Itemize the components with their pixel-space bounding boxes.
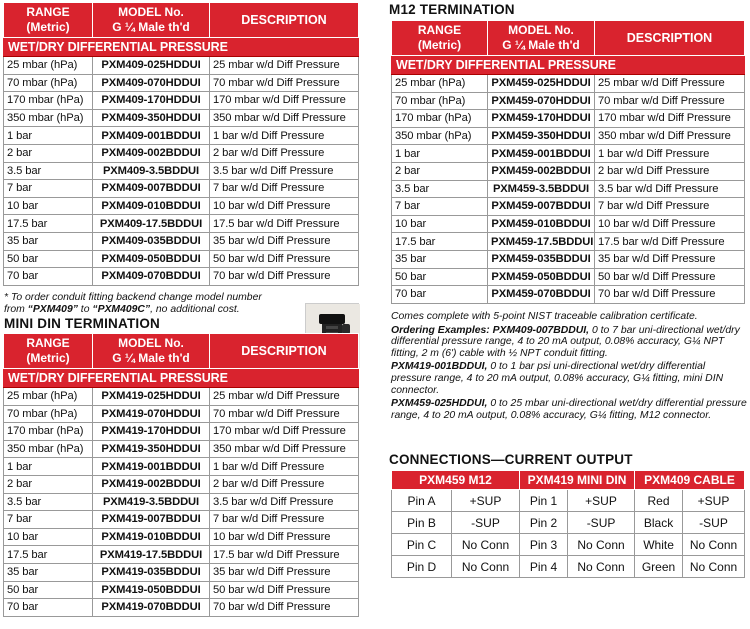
description-cell: 70 mbar w/d Diff Pressure xyxy=(210,74,359,92)
model-header-line1: MODEL No. xyxy=(118,336,184,350)
range-header-line2: (Metric) xyxy=(26,351,70,365)
table-row xyxy=(4,57,359,75)
table-row xyxy=(4,405,359,423)
description-cell: 70 mbar w/d Diff Pressure xyxy=(210,405,359,423)
model-header-line1: MODEL No. xyxy=(508,23,574,37)
description-cell: 10 bar w/d Diff Pressure xyxy=(210,197,359,215)
range-cell: 25 mbar (hPa) xyxy=(4,388,93,406)
description-cell: 170 mbar w/d Diff Pressure xyxy=(210,423,359,441)
model-cell: PXM409-350HDDUI xyxy=(93,109,210,127)
pin-cell: Pin 1 xyxy=(520,490,568,512)
range-cell: 70 mbar (hPa) xyxy=(4,74,93,92)
model-cell: PXM409-002BDDUI xyxy=(93,144,210,162)
model-cell: PXM419-035BDDUI xyxy=(93,563,210,581)
subheader-row xyxy=(4,38,359,57)
description-cell: 50 bar w/d Diff Pressure xyxy=(210,250,359,268)
nist-note: Comes complete with 5-point NIST traceable calibration certificate. xyxy=(391,311,698,322)
table-row xyxy=(4,563,359,581)
subheader-row xyxy=(392,56,745,75)
description-cell: 17.5 bar w/d Diff Pressure xyxy=(210,215,359,233)
model-header-line2: G ¼ Male th'd xyxy=(112,351,190,365)
description-cell: 7 bar w/d Diff Pressure xyxy=(210,511,359,529)
model-cell: PXM419-050BDDUI xyxy=(93,581,210,599)
description-cell: 3.5 bar w/d Diff Pressure xyxy=(210,162,359,180)
conduit-footnote: * To order conduit fitting backend change model number from “PXM409” to “PXM409C”, no additional cost. xyxy=(4,292,262,315)
description-cell: 35 bar w/d Diff Pressure xyxy=(595,250,745,268)
table-row xyxy=(392,162,745,180)
description-cell: 2 bar w/d Diff Pressure xyxy=(210,475,359,493)
table-row xyxy=(4,599,359,617)
header-row xyxy=(392,21,745,56)
model-cell: PXM419-170HDDUI xyxy=(93,423,210,441)
header-row xyxy=(4,3,359,38)
range-cell: 170 mbar (hPa) xyxy=(392,110,488,128)
description-cell: 35 bar w/d Diff Pressure xyxy=(210,232,359,250)
table-row xyxy=(4,493,359,511)
model-cell: PXM409-001BDDUI xyxy=(93,127,210,145)
range-cell: 17.5 bar xyxy=(392,233,488,251)
pin-cell: Red xyxy=(635,490,683,512)
table-row xyxy=(392,110,745,128)
signal-cell: -SUP xyxy=(568,512,635,534)
pxm409-table-section xyxy=(3,2,359,286)
table-row xyxy=(392,215,745,233)
table-row xyxy=(4,546,359,564)
range-cell: 10 bar xyxy=(4,528,93,546)
description-cell: 10 bar w/d Diff Pressure xyxy=(210,528,359,546)
model-header-line2: G ¼ Male th'd xyxy=(112,20,190,34)
range-header-line1: RANGE xyxy=(26,5,70,19)
description-cell: 1 bar w/d Diff Pressure xyxy=(210,127,359,145)
range-cell: 10 bar xyxy=(4,197,93,215)
range-cell: 70 bar xyxy=(392,286,488,304)
model-cell: PXM459-350HDDUI xyxy=(488,127,595,145)
model-cell: PXM409-010BDDUI xyxy=(93,197,210,215)
description-cell: 17.5 bar w/d Diff Pressure xyxy=(210,546,359,564)
range-cell: 350 mbar (hPa) xyxy=(4,440,93,458)
table-row xyxy=(4,74,359,92)
pxm459-table-section xyxy=(391,20,745,304)
range-header xyxy=(392,21,488,56)
table-row xyxy=(4,162,359,180)
model-cell: PXM409-035BDDUI xyxy=(93,232,210,250)
table-row xyxy=(4,511,359,529)
range-cell: 170 mbar (hPa) xyxy=(4,423,93,441)
table-row xyxy=(4,458,359,476)
subheader-label: WET/DRY DIFFERENTIAL PRESSURE xyxy=(4,38,359,57)
model-cell: PXM459-001BDDUI xyxy=(488,145,595,163)
mini-din-title: MINI DIN TERMINATION xyxy=(4,316,160,331)
range-cell: 2 bar xyxy=(392,162,488,180)
signal-cell: No Conn xyxy=(568,556,635,578)
range-cell: 350 mbar (hPa) xyxy=(4,109,93,127)
description-cell: 350 mbar w/d Diff Pressure xyxy=(210,109,359,127)
description-cell: 70 bar w/d Diff Pressure xyxy=(595,286,745,304)
description-cell: 3.5 bar w/d Diff Pressure xyxy=(210,493,359,511)
description-cell: 170 mbar w/d Diff Pressure xyxy=(595,110,745,128)
model-cell: PXM419-001BDDUI xyxy=(93,458,210,476)
table-row xyxy=(4,475,359,493)
range-cell: 3.5 bar xyxy=(4,162,93,180)
range-cell: 25 mbar (hPa) xyxy=(392,75,488,93)
header-row xyxy=(4,334,359,369)
pxm409-table xyxy=(3,2,359,286)
signal-cell: No Conn xyxy=(452,534,520,556)
model-cell: PXM459-050BDDUI xyxy=(488,268,595,286)
model-header xyxy=(93,334,210,369)
model-cell: PXM409-007BDDUI xyxy=(93,180,210,198)
table-row xyxy=(392,198,745,216)
table-row xyxy=(4,388,359,406)
range-cell: 70 mbar (hPa) xyxy=(4,405,93,423)
signal-cell: No Conn xyxy=(683,556,745,578)
description-cell: 1 bar w/d Diff Pressure xyxy=(595,145,745,163)
description-cell: 25 mbar w/d Diff Pressure xyxy=(210,388,359,406)
range-cell: 70 mbar (hPa) xyxy=(392,92,488,110)
model-cell: PXM419-17.5BDDUI xyxy=(93,546,210,564)
model-cell: PXM419-350HDDUI xyxy=(93,440,210,458)
description-cell: 50 bar w/d Diff Pressure xyxy=(210,581,359,599)
conn-header-mini-din: PXM419 MINI DIN xyxy=(520,471,635,490)
description-cell: 70 bar w/d Diff Pressure xyxy=(210,268,359,286)
description-cell: 50 bar w/d Diff Pressure xyxy=(595,268,745,286)
table-row xyxy=(4,109,359,127)
description-cell: 350 mbar w/d Diff Pressure xyxy=(595,127,745,145)
ordering-example-1: Ordering Examples: PXM409-007BDDUI, 0 to 7 bar uni-directional wet/dry differential pressure range, 4 to 20 mA output, 0.08% accuracy, G¼ NPT fitting, 2 m (6') cable with ½ NPT conduit fitting. xyxy=(391,324,740,359)
description-header: DESCRIPTION xyxy=(595,21,745,56)
range-cell: 10 bar xyxy=(392,215,488,233)
description-cell: 17.5 bar w/d Diff Pressure xyxy=(595,233,745,251)
range-header xyxy=(4,3,93,38)
model-cell: PXM459-070BDDUI xyxy=(488,286,595,304)
range-header-line2: (Metric) xyxy=(26,20,70,34)
range-cell: 7 bar xyxy=(4,511,93,529)
pin-cell: Pin 2 xyxy=(520,512,568,534)
pin-cell: Black xyxy=(635,512,683,534)
signal-cell: +SUP xyxy=(452,490,520,512)
model-cell: PXM419-025HDDUI xyxy=(93,388,210,406)
m12-title: M12 TERMINATION xyxy=(389,2,515,17)
signal-cell: -SUP xyxy=(683,512,745,534)
ordering-example-3: PXM459-025HDDUI, 0 to 25 mbar uni-directional wet/dry differential pressure range, 4 to 20 mA output, 0.08% accuracy, G¼ fitting, M12 connector. xyxy=(391,398,747,421)
range-cell: 3.5 bar xyxy=(392,180,488,198)
range-cell: 50 bar xyxy=(4,581,93,599)
model-cell: PXM409-070BDDUI xyxy=(93,268,210,286)
table-row xyxy=(4,144,359,162)
range-cell: 35 bar xyxy=(392,250,488,268)
range-cell: 7 bar xyxy=(392,198,488,216)
table-row xyxy=(4,180,359,198)
table-row xyxy=(4,268,359,286)
description-cell: 7 bar w/d Diff Pressure xyxy=(210,180,359,198)
table-row xyxy=(4,423,359,441)
connections-table xyxy=(391,470,745,578)
model-header xyxy=(488,21,595,56)
range-header xyxy=(4,334,93,369)
table-row xyxy=(4,232,359,250)
conn-header-m12: PXM459 M12 xyxy=(392,471,520,490)
model-header-line2: G ¼ Male th'd xyxy=(502,38,580,52)
model-cell: PXM419-070BDDUI xyxy=(93,599,210,617)
table-row xyxy=(392,180,745,198)
table-row xyxy=(392,268,745,286)
pin-cell: Green xyxy=(635,556,683,578)
table-row xyxy=(4,92,359,110)
pxm419-table xyxy=(3,333,359,617)
table-row xyxy=(4,528,359,546)
ordering-example-2: PXM419-001BDDUI, 0 to 1 bar psi uni-directional wet/dry differential pressure range, 4 to 20 mA output, 0.08% accuracy, G¼ fitting, mini DIN connector. xyxy=(391,361,724,396)
pin-cell: Pin C xyxy=(392,534,452,556)
pin-cell: White xyxy=(635,534,683,556)
range-cell: 70 bar xyxy=(4,599,93,617)
table-row xyxy=(4,581,359,599)
range-cell: 35 bar xyxy=(4,563,93,581)
description-cell: 35 bar w/d Diff Pressure xyxy=(210,563,359,581)
range-cell: 1 bar xyxy=(392,145,488,163)
range-header-line2: (Metric) xyxy=(417,38,462,52)
pxm419-table-section xyxy=(3,333,359,617)
connections-title: CONNECTIONS—CURRENT OUTPUT xyxy=(389,452,633,467)
range-cell: 170 mbar (hPa) xyxy=(4,92,93,110)
pin-cell: Pin B xyxy=(392,512,452,534)
description-cell: 25 mbar w/d Diff Pressure xyxy=(595,75,745,93)
conn-header-cable: PXM409 CABLE xyxy=(635,471,745,490)
range-cell: 1 bar xyxy=(4,127,93,145)
model-header xyxy=(93,3,210,38)
model-cell: PXM419-3.5BDDUI xyxy=(93,493,210,511)
range-cell: 3.5 bar xyxy=(4,493,93,511)
table-row xyxy=(392,233,745,251)
model-cell: PXM459-3.5BDDUI xyxy=(488,180,595,198)
signal-cell: +SUP xyxy=(683,490,745,512)
table-row xyxy=(4,250,359,268)
model-cell: PXM409-17.5BDDUI xyxy=(93,215,210,233)
pin-cell: Pin A xyxy=(392,490,452,512)
range-cell: 70 bar xyxy=(4,268,93,286)
connections-row xyxy=(392,512,745,534)
signal-cell: No Conn xyxy=(568,534,635,556)
model-cell: PXM419-010BDDUI xyxy=(93,528,210,546)
model-cell: PXM459-17.5BDDUI xyxy=(488,233,595,251)
description-cell: 70 bar w/d Diff Pressure xyxy=(210,599,359,617)
range-cell: 2 bar xyxy=(4,144,93,162)
range-cell: 35 bar xyxy=(4,232,93,250)
description-cell: 10 bar w/d Diff Pressure xyxy=(595,215,745,233)
subheader-label: WET/DRY DIFFERENTIAL PRESSURE xyxy=(4,369,359,388)
table-row xyxy=(392,75,745,93)
table-row xyxy=(392,145,745,163)
model-cell: PXM419-007BDDUI xyxy=(93,511,210,529)
pxm459-table xyxy=(391,20,745,304)
range-cell: 350 mbar (hPa) xyxy=(392,127,488,145)
connections-row xyxy=(392,556,745,578)
model-cell: PXM409-3.5BDDUI xyxy=(93,162,210,180)
model-cell: PXM409-170HDDUI xyxy=(93,92,210,110)
table-row xyxy=(392,127,745,145)
subheader-label: WET/DRY DIFFERENTIAL PRESSURE xyxy=(392,56,745,75)
model-cell: PXM409-025HDDUI xyxy=(93,57,210,75)
range-cell: 2 bar xyxy=(4,475,93,493)
connections-header-row xyxy=(392,471,745,490)
connections-table-section xyxy=(391,470,745,578)
range-cell: 1 bar xyxy=(4,458,93,476)
model-cell: PXM459-035BDDUI xyxy=(488,250,595,268)
table-row xyxy=(392,250,745,268)
model-cell: PXM459-025HDDUI xyxy=(488,75,595,93)
description-cell: 170 mbar w/d Diff Pressure xyxy=(210,92,359,110)
description-cell: 70 mbar w/d Diff Pressure xyxy=(595,92,745,110)
description-header: DESCRIPTION xyxy=(210,334,359,369)
description-cell: 3.5 bar w/d Diff Pressure xyxy=(595,180,745,198)
description-cell: 25 mbar w/d Diff Pressure xyxy=(210,57,359,75)
pin-cell: Pin 3 xyxy=(520,534,568,556)
model-header-line1: MODEL No. xyxy=(118,5,184,19)
connections-row xyxy=(392,534,745,556)
table-row xyxy=(4,215,359,233)
table-row xyxy=(392,286,745,304)
pin-cell: Pin 4 xyxy=(520,556,568,578)
table-row xyxy=(392,92,745,110)
range-cell: 50 bar xyxy=(392,268,488,286)
range-cell: 17.5 bar xyxy=(4,215,93,233)
model-cell: PXM409-050BDDUI xyxy=(93,250,210,268)
table-row xyxy=(4,197,359,215)
subheader-row xyxy=(4,369,359,388)
description-header: DESCRIPTION xyxy=(210,3,359,38)
range-cell: 25 mbar (hPa) xyxy=(4,57,93,75)
signal-cell: No Conn xyxy=(452,556,520,578)
model-cell: PXM419-002BDDUI xyxy=(93,475,210,493)
model-cell: PXM419-070HDDUI xyxy=(93,405,210,423)
range-cell: 7 bar xyxy=(4,180,93,198)
model-cell: PXM459-010BDDUI xyxy=(488,215,595,233)
range-cell: 50 bar xyxy=(4,250,93,268)
description-cell: 7 bar w/d Diff Pressure xyxy=(595,198,745,216)
table-row xyxy=(4,440,359,458)
range-header-line1: RANGE xyxy=(417,23,462,37)
signal-cell: No Conn xyxy=(683,534,745,556)
signal-cell: +SUP xyxy=(568,490,635,512)
description-cell: 2 bar w/d Diff Pressure xyxy=(595,162,745,180)
model-cell: PXM459-007BDDUI xyxy=(488,198,595,216)
connections-row xyxy=(392,490,745,512)
description-cell: 350 mbar w/d Diff Pressure xyxy=(210,440,359,458)
pin-cell: Pin D xyxy=(392,556,452,578)
ordering-notes xyxy=(391,311,747,423)
range-cell: 17.5 bar xyxy=(4,546,93,564)
model-cell: PXM409-070HDDUI xyxy=(93,74,210,92)
model-cell: PXM459-070HDDUI xyxy=(488,92,595,110)
description-cell: 1 bar w/d Diff Pressure xyxy=(210,458,359,476)
table-row xyxy=(4,127,359,145)
model-cell: PXM459-170HDDUI xyxy=(488,110,595,128)
signal-cell: -SUP xyxy=(452,512,520,534)
model-cell: PXM459-002BDDUI xyxy=(488,162,595,180)
description-cell: 2 bar w/d Diff Pressure xyxy=(210,144,359,162)
range-header-line1: RANGE xyxy=(26,336,70,350)
